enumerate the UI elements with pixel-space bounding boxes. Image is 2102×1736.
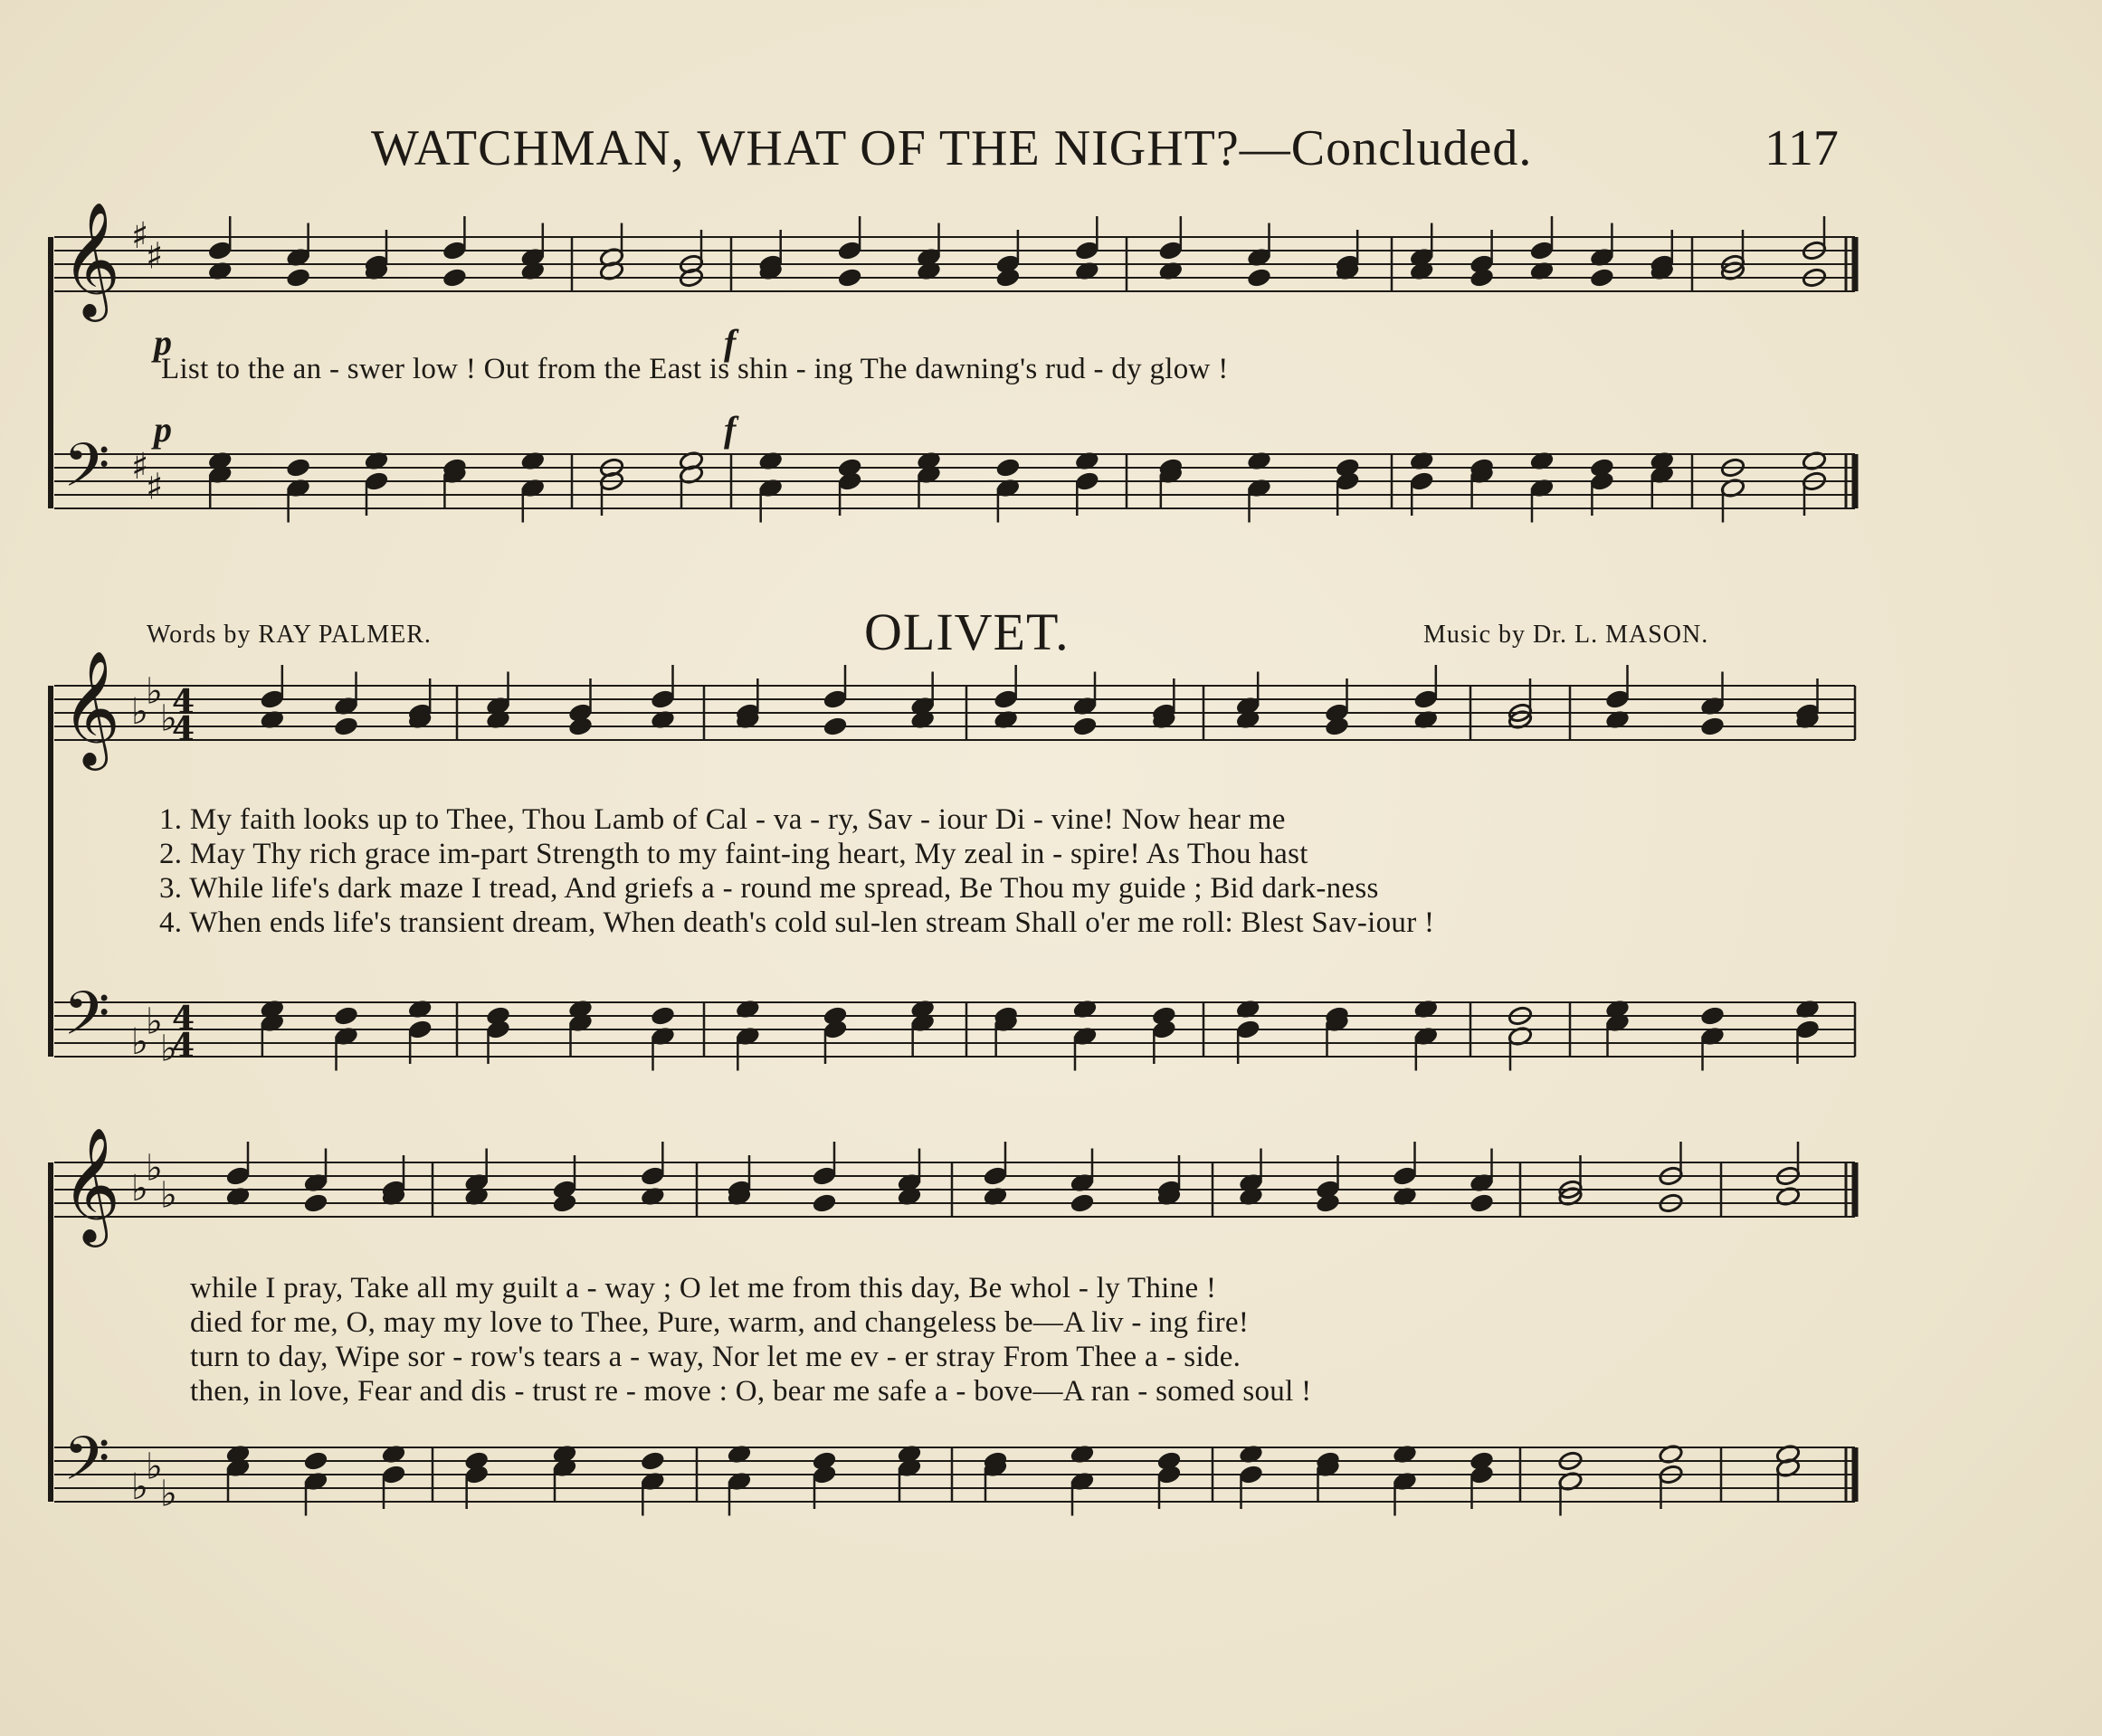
flat-icon: ♭ <box>146 1446 163 1488</box>
time-signature-top: 4 <box>172 683 195 721</box>
notehead <box>333 716 358 736</box>
hymn-title: OLIVET. <box>864 602 1070 661</box>
verse-4-line-1: 4. When ends life's transient dream, When death's cold sul-len stream Shall o'er me roll: Blest Sav-iour ! <box>159 906 1435 939</box>
notehead <box>640 1450 665 1471</box>
notehead <box>286 457 311 478</box>
notehead <box>303 1450 328 1471</box>
time-signature-bottom: 4 <box>172 710 195 748</box>
music-credit: Music by Dr. L. MASON. <box>1423 621 1709 649</box>
flat-icon: ♭ <box>160 1473 177 1515</box>
dynamic-mark: f <box>724 322 737 363</box>
bass-clef-icon: 𝄢 <box>63 1424 110 1508</box>
dynamic-mark: p <box>154 322 172 363</box>
treble-clef-icon: 𝄞 <box>62 1126 121 1242</box>
notehead <box>995 457 1021 478</box>
sharp-icon: ♯ <box>146 235 164 278</box>
flat-icon: ♭ <box>131 1466 148 1508</box>
bass-clef-icon: 𝄢 <box>63 431 110 515</box>
dynamic-mark: p <box>154 409 172 450</box>
notehead <box>823 716 848 736</box>
notehead <box>1070 1192 1095 1213</box>
flat-icon: ♭ <box>146 670 163 713</box>
notehead <box>286 267 311 288</box>
treble-clef-icon: 𝄞 <box>62 201 121 317</box>
dynamic-mark: f <box>724 409 737 450</box>
notehead <box>812 1192 837 1213</box>
flat-icon: ♭ <box>146 1001 163 1043</box>
sharp-icon: ♯ <box>131 215 149 257</box>
flat-icon: ♭ <box>131 1168 148 1210</box>
verse-1-line-2: while I pray, Take all my guilt a - way ; O let me from this day, Be whol - ly Thine ! <box>190 1272 1217 1304</box>
verse-4-line-2: then, in love, Fear and dis - trust re - move : O, bear me safe a - bove—A ran - somed soul ! <box>190 1375 1312 1408</box>
notehead <box>1469 1192 1494 1213</box>
flat-icon: ♭ <box>160 1028 177 1070</box>
notehead <box>650 1005 675 1026</box>
verse-3-line-1: 3. While life's dark maze I tread, And griefs a - round me spread, Be Thou my guide ; Bid dark-ness <box>159 872 1379 905</box>
notehead <box>1589 267 1614 288</box>
flat-icon: ♭ <box>131 691 148 733</box>
verse-2-line-2: died for me, O, may my love to Thee, Pure, warm, and changeless be—A liv - ing fire! <box>190 1306 1250 1339</box>
flat-icon: ♭ <box>160 1174 177 1217</box>
notehead <box>1246 267 1271 288</box>
notehead <box>442 267 467 288</box>
treble-clef-icon: 𝄞 <box>62 650 121 765</box>
flat-icon: ♭ <box>160 697 177 740</box>
bass-clef-icon: 𝄢 <box>63 979 110 1063</box>
page-number: 117 <box>1764 120 1839 176</box>
words-credit: Words by RAY PALMER. <box>147 621 432 649</box>
watchman-lyrics: List to the an - swer low ! Out from the East is shin - ing The dawning's rud - dy glow ! <box>161 353 1229 385</box>
running-title: WATCHMAN, WHAT OF THE NIGHT?—Concluded. <box>371 120 1533 176</box>
flat-icon: ♭ <box>146 1147 163 1190</box>
notehead <box>303 1192 328 1213</box>
verse-2-line-1: 2. May Thy rich grace im-part Strength to my faint-ing heart, My zeal in - spire! As Thou hast <box>159 838 1308 870</box>
notehead <box>1699 1005 1725 1026</box>
notehead <box>1072 716 1098 736</box>
sharp-icon: ♯ <box>131 446 149 488</box>
time-signature-bottom: 4 <box>172 1027 195 1065</box>
verse-3-line-2: turn to day, Wipe sor - row's tears a - way, Nor let me ev - er stray From Thee a - side. <box>190 1341 1241 1373</box>
time-signature-top: 4 <box>172 1000 195 1038</box>
notehead <box>333 1005 358 1026</box>
notehead <box>1699 716 1725 736</box>
notehead <box>837 267 862 288</box>
sharp-icon: ♯ <box>146 466 164 508</box>
flat-icon: ♭ <box>131 1021 148 1063</box>
verse-1-line-1: 1. My faith looks up to Thee, Thou Lamb of Cal - va - ry, Sav - iour Di - vine! Now hear me <box>159 803 1286 836</box>
